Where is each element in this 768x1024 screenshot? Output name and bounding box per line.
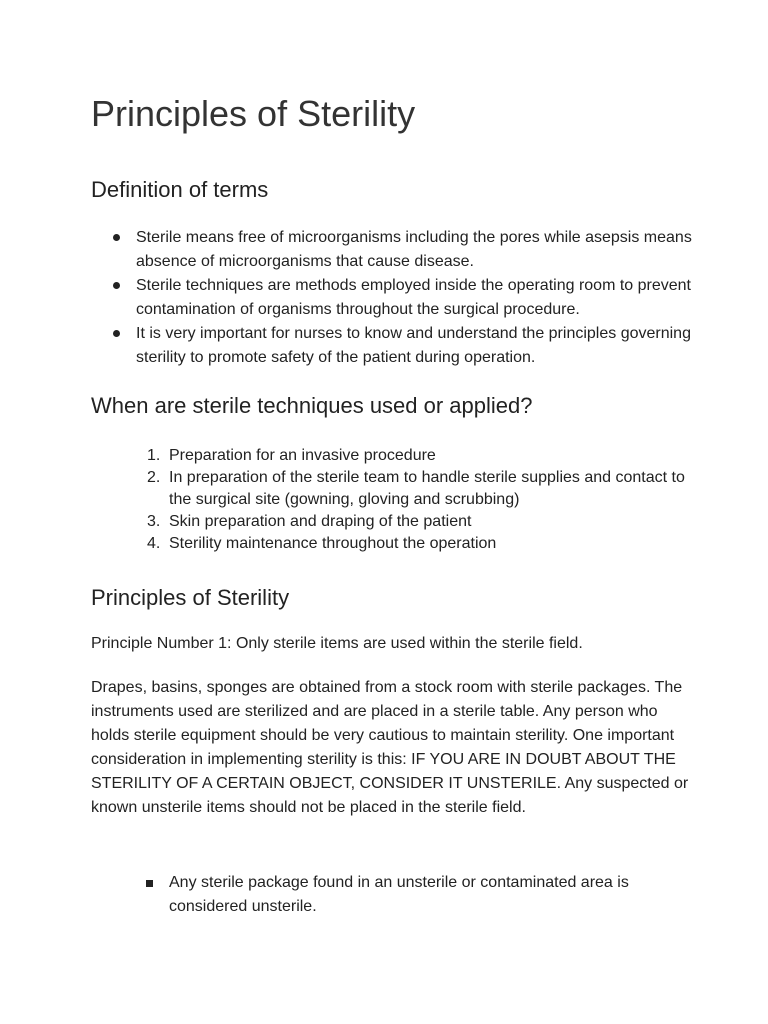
list-item-text: Sterile means free of microorganisms including the pores while asepsis means absence of microorganisms that cause disease.: [136, 229, 692, 270]
list-item-text: It is very important for nurses to know and understand the principles governing sterility to promote safety of the patient during operation.: [136, 325, 691, 366]
when-used-list: [147, 445, 687, 555]
list-item-text: In preparation of the sterile team to handle sterile supplies and contact to the surgical site (gowning, gloving and scrubbing): [169, 469, 685, 508]
bullet-icon: [113, 234, 120, 241]
list-item: [113, 322, 693, 370]
list-item-text: Sterile techniques are methods employed inside the operating room to prevent contamination of organisms throughout the surgical procedure.: [136, 277, 691, 318]
list-number: 4.: [147, 535, 161, 552]
list-item-text: Any sterile package found in an unsterile or contaminated area is considered unsterile.: [169, 874, 629, 915]
list-item-text: Preparation for an invasive procedure: [169, 447, 436, 464]
list-number: 3.: [147, 513, 161, 530]
list-item: [113, 226, 693, 274]
list-number: 2.: [147, 469, 161, 486]
principle-1-text: Principle Number 1: Only sterile items are used within the sterile field.: [91, 635, 583, 652]
list-number: 1.: [147, 447, 161, 464]
list-item: [147, 533, 687, 555]
list-item: [147, 511, 687, 533]
bullet-icon: [113, 282, 120, 289]
heading-definition-of-terms: Definition of terms: [91, 177, 269, 202]
principle-1-sublist: [146, 871, 686, 919]
square-bullet-icon: [146, 880, 153, 887]
heading-principles: Principles of Sterility: [91, 585, 290, 610]
heading-when-used: When are sterile techniques used or applied?: [91, 393, 533, 418]
list-item: [113, 274, 693, 322]
list-item: [146, 871, 686, 919]
bullet-icon: [113, 330, 120, 337]
page-title: Principles of Sterility: [91, 93, 416, 134]
list-item: [147, 445, 687, 467]
list-item-text: Skin preparation and draping of the patient: [169, 513, 472, 530]
definition-list: [113, 226, 693, 370]
principle-1-paragraph: Drapes, basins, sponges are obtained from a stock room with sterile packages. The instruments used are sterilized and are placed in a sterile table. Any person who holds sterile equipment should be very cautious to maintain sterility. One important consideration in implementing sterility is this: IF YOU ARE IN DOUBT ABOUT THE STERILITY OF A CERTAIN OBJECT, CONSIDER IT UNSTERILE. Any suspected or known unsterile items should not be placed in the sterile field.: [91, 679, 689, 816]
list-item-text: Sterility maintenance throughout the operation: [169, 535, 497, 552]
list-item: [147, 467, 687, 511]
